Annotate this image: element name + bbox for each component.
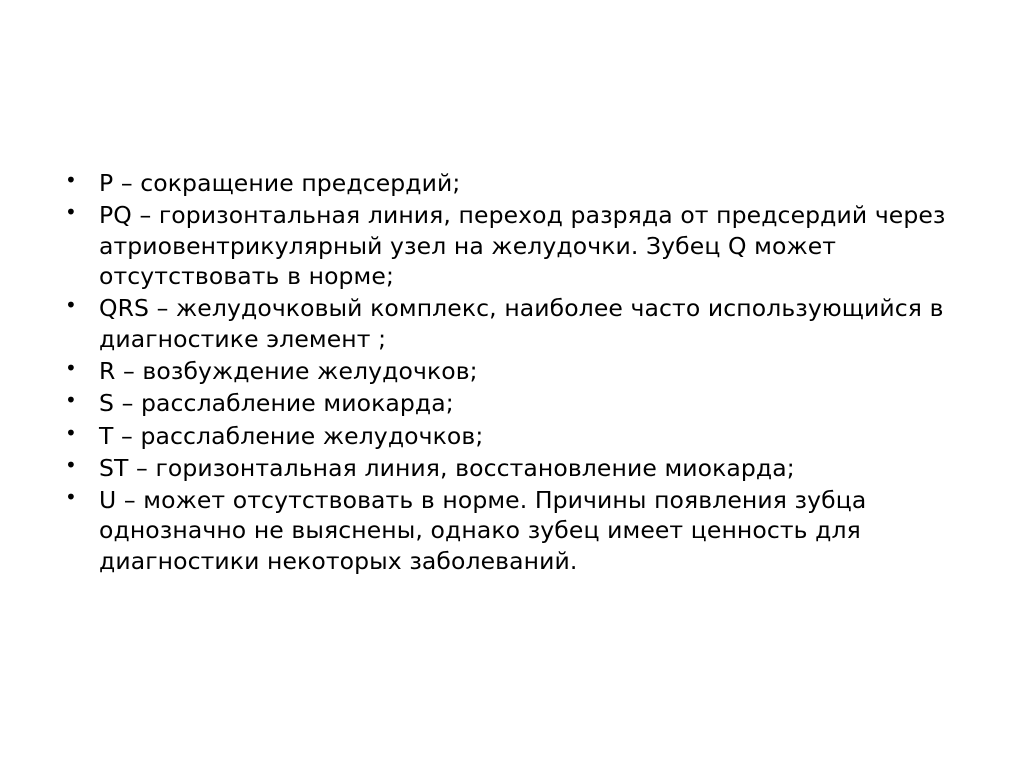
list-item: • ST – горизонтальная линия, восстановление миокарда;: [46, 453, 966, 483]
list-item: • QRS – желудочковый комплекс, наиболее часто использующийся в диагностике элемент ;: [46, 293, 966, 354]
bullet-content-block: [46, 168, 966, 578]
list-item: • PQ – горизонтальная линия, переход разряда от предсердий через атриовентрикулярный узел на желудочки. Зубец Q может отсутствовать в норме;: [46, 200, 966, 291]
bullet-list: [46, 168, 966, 576]
list-item: • P – сокращение предсердий;: [46, 168, 966, 198]
list-item: • T – расслабление желудочков;: [46, 421, 966, 451]
list-item: • R – возбуждение желудочков;: [46, 356, 966, 386]
list-item: • S – расслабление миокарда;: [46, 388, 966, 418]
list-item: • U – может отсутствовать в норме. Причины появления зубца однозначно не выяснены, однако зубец имеет ценность для диагностики некоторых заболеваний.: [46, 485, 966, 576]
